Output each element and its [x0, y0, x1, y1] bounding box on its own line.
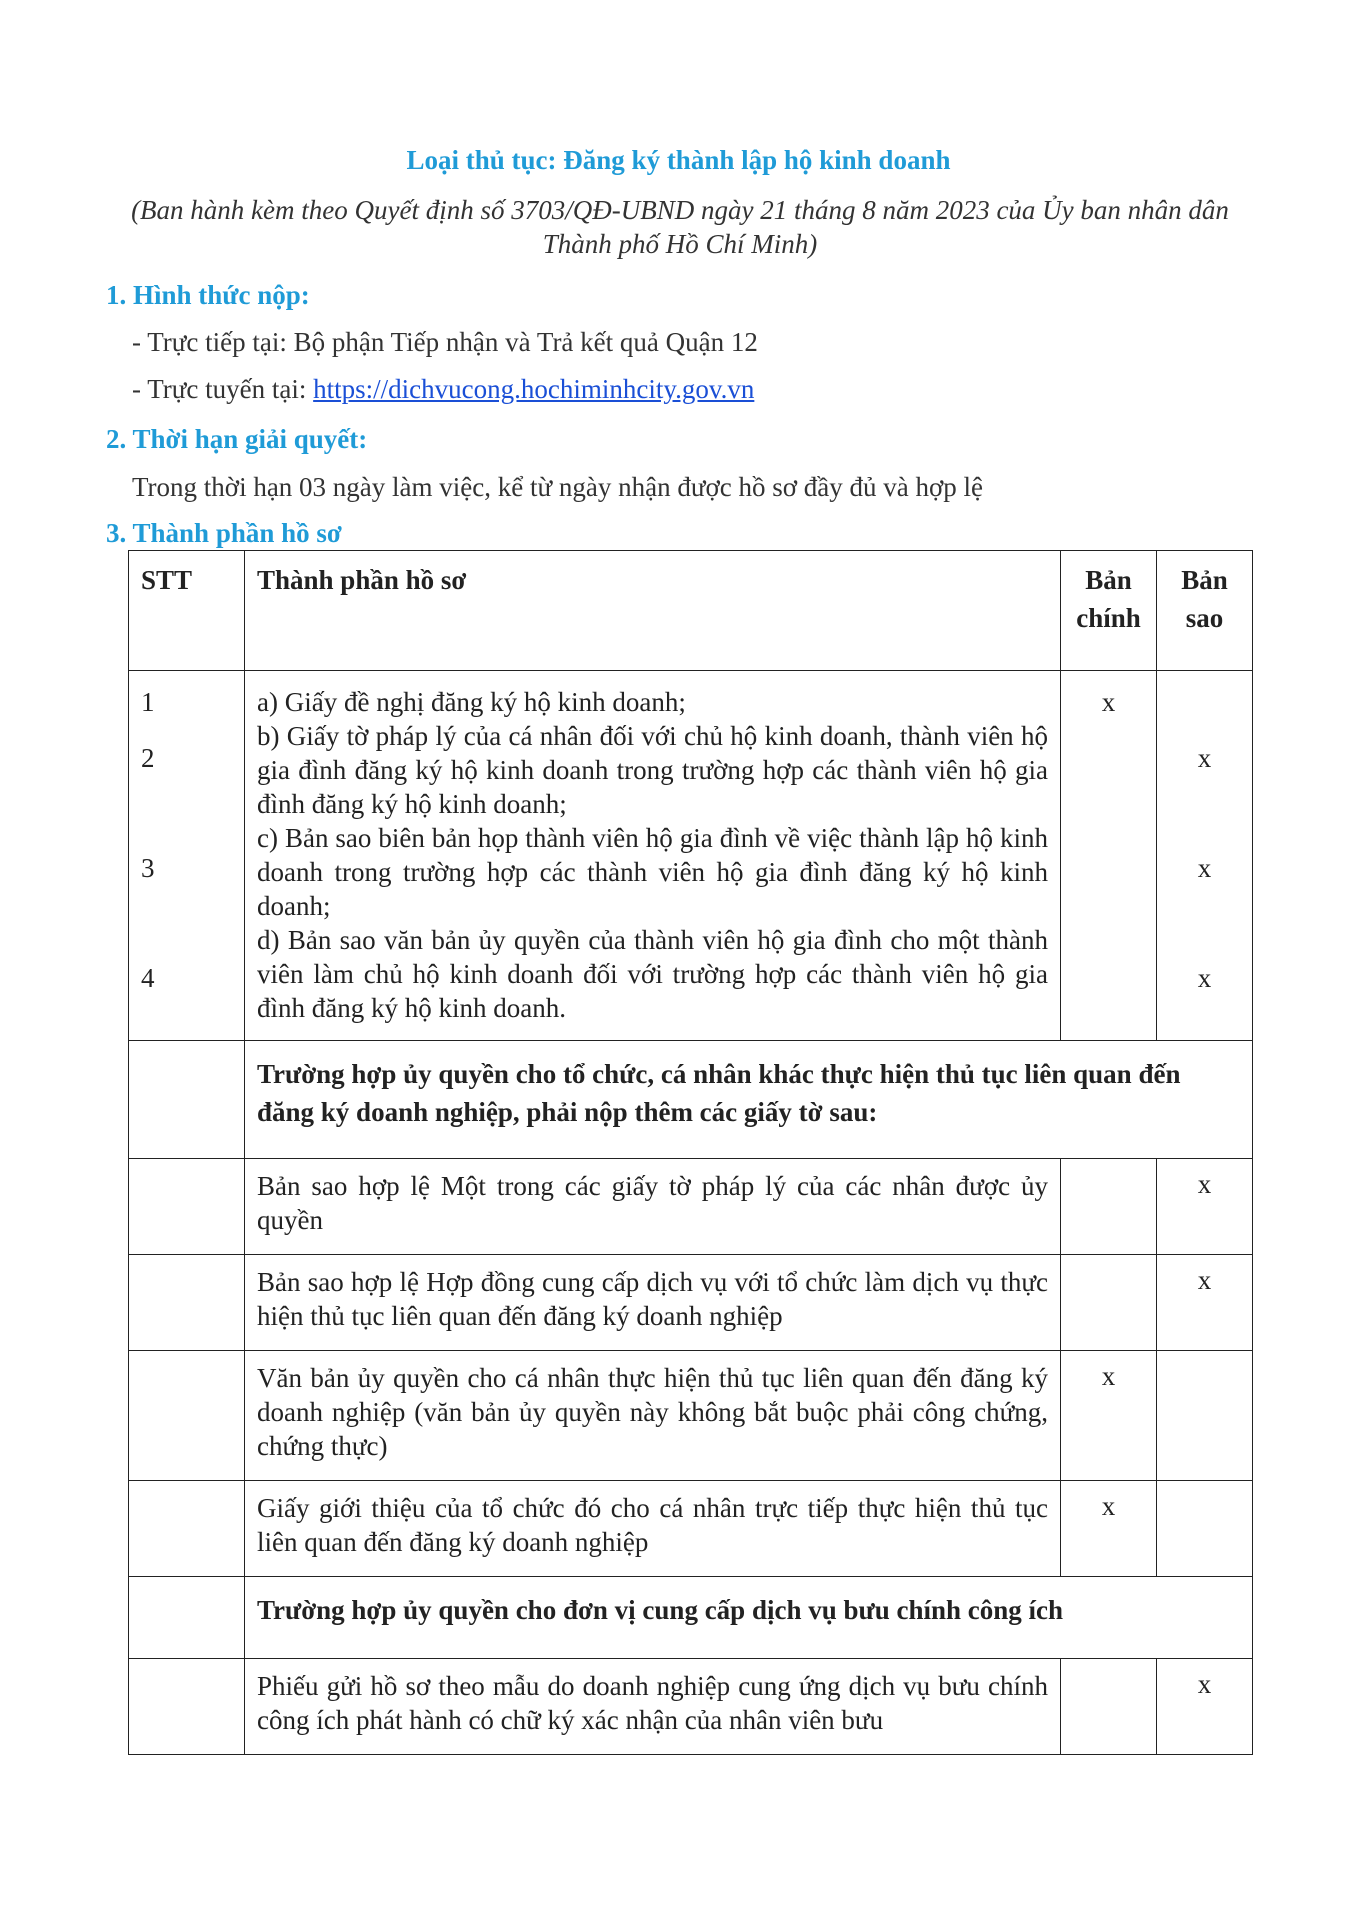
component-text: Bản sao hợp lệ Hợp đồng cung cấp dịch vụ với tổ chức làm dịch vụ thực hiện thủ tục liên quan đến đăng ký doanh nghiệp — [245, 1255, 1061, 1351]
original-cell — [1061, 671, 1157, 1041]
stt-cell — [129, 1659, 245, 1755]
original-mark: x — [1061, 1481, 1157, 1577]
original-mark — [1061, 1659, 1157, 1755]
stt-2: 2 — [141, 743, 155, 773]
submit-online-prefix: - Trực tuyến tại: — [132, 374, 314, 404]
stt-cell — [129, 1255, 245, 1351]
section-1-heading: 1. Hình thức nộp: — [106, 280, 310, 310]
header-component: Thành phần hồ sơ — [245, 551, 1061, 671]
table-header-row — [129, 551, 1253, 671]
dossier-table — [128, 550, 1253, 1755]
document-title: Loại thủ tục: Đăng ký thành lập hộ kinh doanh — [406, 145, 951, 175]
stt-3: 3 — [141, 853, 155, 883]
stt-cell — [129, 671, 245, 1041]
copy-mark — [1157, 1351, 1253, 1481]
header-original: Bản chính — [1061, 551, 1157, 671]
copy-mark — [1157, 1481, 1253, 1577]
copy-mark-4: x — [1197, 963, 1212, 993]
table-row — [129, 1481, 1253, 1577]
online-portal-link[interactable]: https://dichvucong.hochiminhcity.gov.vn — [313, 374, 755, 404]
group-2-title: Trường hợp ủy quyền cho đơn vị cung cấp dịch vụ bưu chính công ích — [245, 1577, 1253, 1659]
submit-direct: - Trực tiếp tại: Bộ phận Tiếp nhận và Trả kết quả Quận 12 — [132, 327, 758, 357]
stt-1: 1 — [141, 687, 155, 717]
section-3-heading: 3. Thành phần hồ sơ — [106, 518, 342, 548]
copy-mark-2: x — [1197, 743, 1212, 773]
stt-4: 4 — [141, 963, 155, 993]
copy-mark: x — [1157, 1255, 1253, 1351]
copy-mark-3: x — [1197, 853, 1212, 883]
stt-cell — [129, 1351, 245, 1481]
original-mark — [1061, 1159, 1157, 1255]
section-2-heading: 2. Thời hạn giải quyết: — [106, 424, 368, 454]
component-d: d) Bản sao văn bản ủy quyền của thành viên hộ gia đình cho một thành viên làm chủ hộ kinh doanh đối với trường hợp các thành viên hộ gia đình đăng ký hộ kinh doanh. — [257, 925, 1048, 1023]
original-mark: x — [1061, 1351, 1157, 1481]
header-copy: Bản sao — [1157, 551, 1253, 671]
submit-online — [132, 374, 754, 405]
group-1-title: Trường hợp ủy quyền cho tổ chức, cá nhân khác thực hiện thủ tục liên quan đến đăng ký doanh nghiệp, phải nộp thêm các giấy tờ sau: — [245, 1041, 1253, 1159]
component-text: Giấy giới thiệu của tổ chức đó cho cá nhân trực tiếp thực hiện thủ tục liên quan đến đăng ký doanh nghiệp — [245, 1481, 1061, 1577]
component-c: c) Bản sao biên bản họp thành viên hộ gia đình về việc thành lập hộ kinh doanh trong trường hợp các thành viên hộ gia đình đăng ký hộ kinh doanh; — [257, 823, 1048, 921]
table-row-main — [129, 671, 1253, 1041]
group-2-stt-cell — [129, 1577, 245, 1659]
document-subtitle: (Ban hành kèm theo Quyết định số 3703/QĐ-UBND ngày 21 tháng 8 năm 2023 của Ủy ban nhân dân Thành phố Hồ Chí Minh) — [131, 195, 1229, 259]
component-a: a) Giấy đề nghị đăng ký hộ kinh doanh; — [257, 687, 686, 717]
table-row — [129, 1351, 1253, 1481]
stt-cell — [129, 1481, 245, 1577]
component-text: Văn bản ủy quyền cho cá nhân thực hiện thủ tục liên quan đến đăng ký doanh nghiệp (văn bản ủy quyền này không bắt buộc phải công chứng, chứng thực) — [245, 1351, 1061, 1481]
header-stt: STT — [129, 551, 245, 671]
group-1-stt-cell — [129, 1041, 245, 1159]
copy-mark: x — [1157, 1659, 1253, 1755]
processing-time-text: Trong thời hạn 03 ngày làm việc, kể từ ngày nhận được hồ sơ đầy đủ và hợp lệ — [132, 472, 983, 502]
table-row — [129, 1255, 1253, 1351]
table-row — [129, 1159, 1253, 1255]
component-cell — [245, 671, 1061, 1041]
component-text: Bản sao hợp lệ Một trong các giấy tờ pháp lý của các nhân được ủy quyền — [245, 1159, 1061, 1255]
copy-cell — [1157, 671, 1253, 1041]
stt-cell — [129, 1159, 245, 1255]
table-row — [129, 1659, 1253, 1755]
component-text: Phiếu gửi hồ sơ theo mẫu do doanh nghiệp cung ứng dịch vụ bưu chính công ích phát hành có chữ ký xác nhận của nhân viên bưu — [245, 1659, 1061, 1755]
original-mark-1: x — [1101, 687, 1116, 717]
component-b: b) Giấy tờ pháp lý của cá nhân đối với chủ hộ kinh doanh, thành viên hộ gia đình đăng ký hộ kinh doanh trong trường hợp các thành viên hộ gia đình đăng ký hộ kinh doanh; — [257, 721, 1048, 819]
original-mark — [1061, 1255, 1157, 1351]
group-2-title-row — [129, 1577, 1253, 1659]
copy-mark: x — [1157, 1159, 1253, 1255]
group-1-title-row — [129, 1041, 1253, 1159]
